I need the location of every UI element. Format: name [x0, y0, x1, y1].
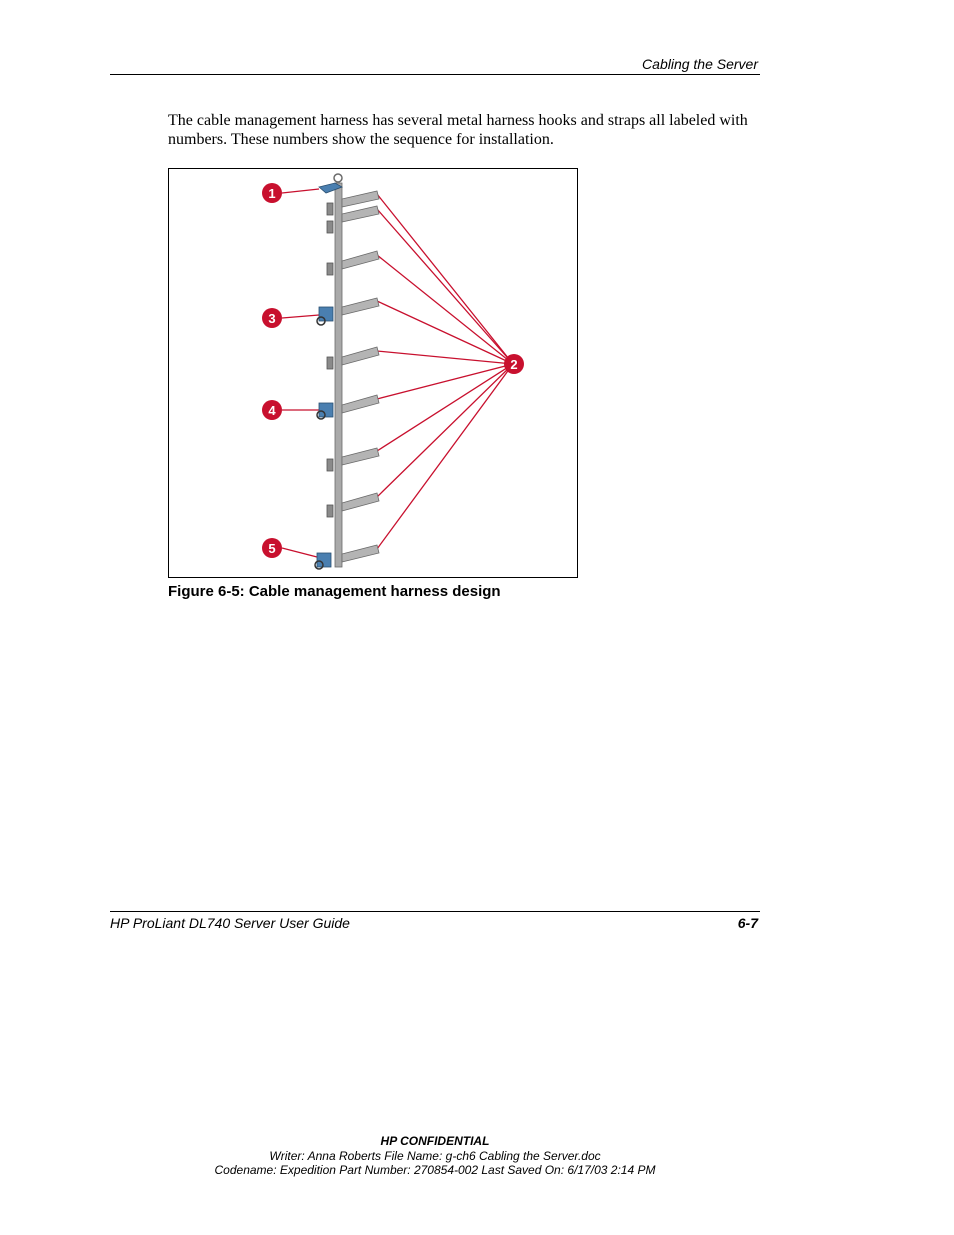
harness-tabs [327, 203, 333, 517]
leader-lines [282, 189, 513, 557]
callout-2-label: 2 [510, 357, 518, 372]
running-header: Cabling the Server [642, 56, 758, 72]
body-paragraph: The cable management harness has several metal harness hooks and straps all labeled with numbers. These numbers show the sequence for installation. [168, 112, 748, 148]
harness-illustration [169, 169, 577, 577]
callout-1-label: 1 [268, 186, 276, 201]
footer-guide-title: HP ProLiant DL740 Server User Guide [110, 915, 350, 931]
top-eyelet [334, 174, 342, 182]
header-rule [110, 74, 760, 75]
confidential-writer-line: Writer: Anna Roberts File Name: g-ch6 Cabling the Server.doc [269, 1148, 601, 1163]
footer-rule [110, 911, 760, 912]
callout-3-label: 3 [268, 311, 276, 326]
footer-page-number: 6-7 [737, 915, 758, 931]
confidential-title: HP CONFIDENTIAL [380, 1134, 490, 1148]
callout-1 [262, 183, 282, 203]
confidential-block [0, 1134, 870, 1178]
figure-caption: Figure 6-5: Cable management harness design [168, 583, 501, 600]
callout-4 [262, 400, 282, 420]
callout-2 [504, 354, 524, 374]
callout-5-label: 5 [268, 541, 276, 556]
callout-4-label: 4 [268, 403, 276, 418]
harness-figure [168, 168, 578, 578]
callout-5 [262, 538, 282, 558]
confidential-codename-line: Codename: Expedition Part Number: 270854-002 Last Saved On: 6/17/03 2:14 PM [214, 1163, 656, 1177]
callout-3 [262, 308, 282, 328]
harness-straps [342, 191, 379, 562]
harness-vertical-bar [335, 183, 342, 567]
